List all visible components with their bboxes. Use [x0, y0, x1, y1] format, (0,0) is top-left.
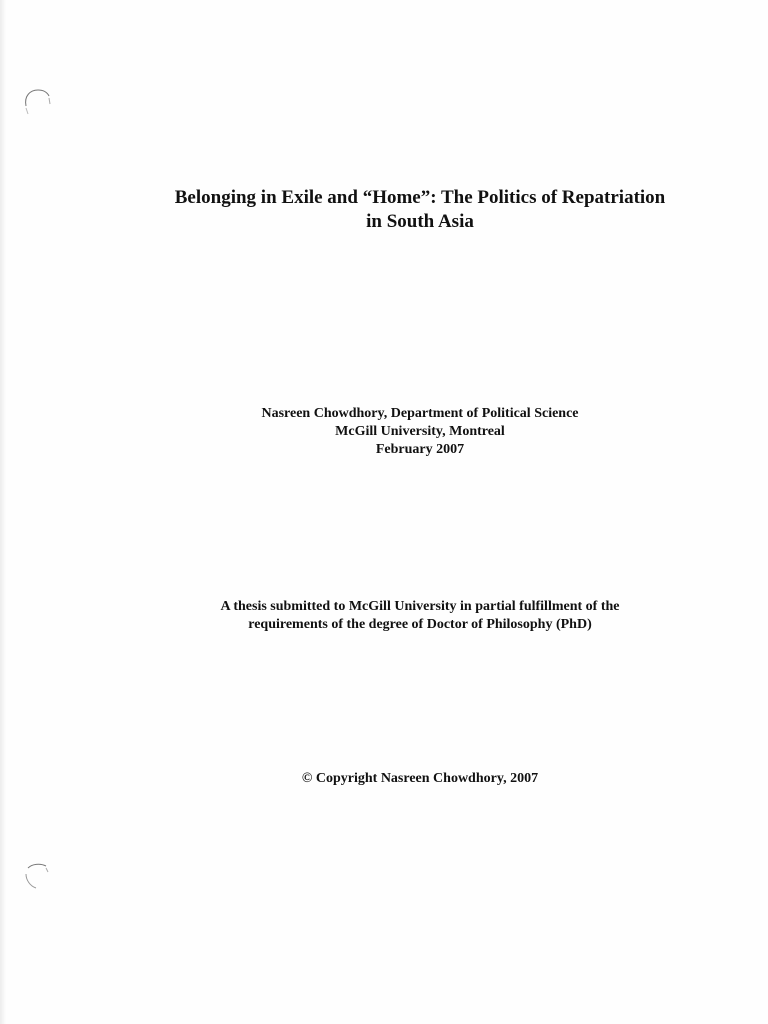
- copyright-notice: [120, 770, 720, 788]
- university-location: McGill University, Montreal: [335, 424, 505, 439]
- thesis-statement-line: requirements of the degree of Doctor of Philosophy (PhD): [248, 617, 592, 632]
- submission-date: February 2007: [375, 442, 465, 457]
- punch-hole-mark: [20, 858, 54, 892]
- author-block: [120, 405, 720, 459]
- copyright-text: © Copyright Nasreen Chowdhory, 2007: [301, 771, 539, 786]
- scan-edge: [0, 0, 6, 1024]
- title-line: Belonging in Exile and “Home”: The Politics of Repatriation: [174, 187, 666, 208]
- title-line: in South Asia: [366, 211, 474, 232]
- punch-hole-mark: [20, 84, 54, 118]
- thesis-statement-line: A thesis submitted to McGill University in partial fulfillment of the: [220, 599, 620, 614]
- thesis-title: [120, 186, 720, 234]
- author-name-department: Nasreen Chowdhory, Department of Political Science: [261, 406, 579, 421]
- thesis-statement: [120, 598, 720, 634]
